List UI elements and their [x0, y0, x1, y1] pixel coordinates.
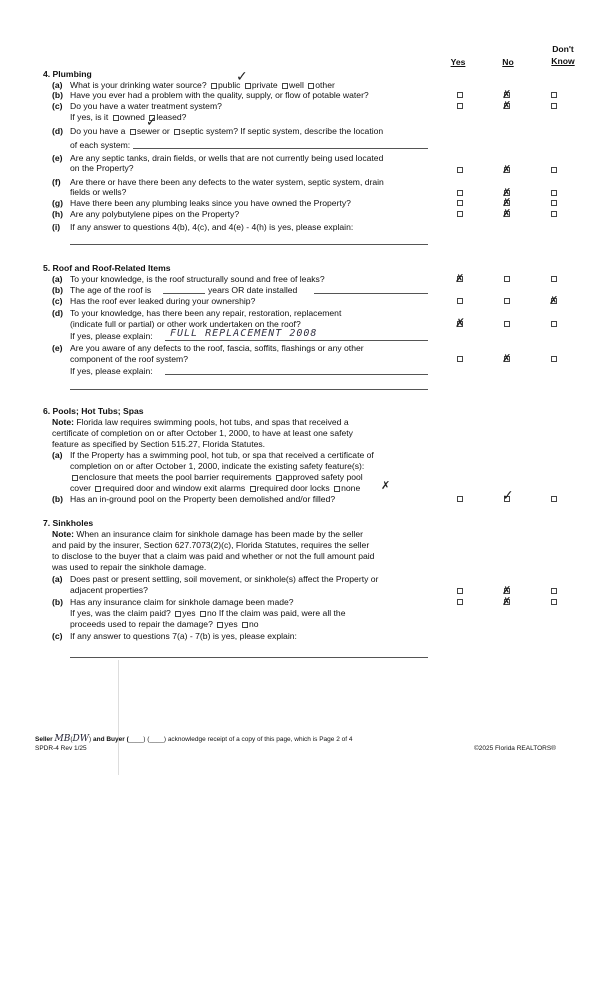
q7b-text: Has any insurance claim for sinkhole damage been made?: [70, 597, 294, 607]
q5c-text: Has the roof ever leaked during your ownership?: [70, 296, 256, 306]
q4d-subtext: of each system:: [70, 140, 131, 150]
q4e-label: (e): [52, 153, 63, 163]
section-7-title: 7. Sinkholes: [43, 518, 94, 528]
q4a-question: What is your drinking water source?: [70, 80, 207, 90]
q4g-no-mark: ✗: [502, 196, 512, 209]
q4e-yes-checkbox[interactable]: [457, 167, 463, 173]
q5b-text: The age of the roof is: [70, 285, 152, 295]
none-mark: ✗: [381, 479, 391, 492]
well-checkbox[interactable]: [282, 83, 288, 89]
yes-header: Yes: [450, 57, 466, 67]
q7a-dk-checkbox[interactable]: [551, 588, 557, 594]
q4f-dk-checkbox[interactable]: [551, 190, 557, 196]
s7-note-1: [52, 529, 363, 539]
q6b-label: (b): [52, 494, 63, 504]
q6a-options-2: [70, 483, 360, 493]
q4f-text: Are there or have there been any defects to the water system, septic system, drain: [70, 177, 384, 187]
q5a-dk-checkbox[interactable]: [551, 276, 557, 282]
q5a-text: To your knowledge, is the roof structurally sound and free of leaks?: [70, 274, 325, 284]
cover-text: cover: [70, 483, 92, 493]
q7b-dk-checkbox[interactable]: [551, 599, 557, 605]
q5e-text-2: component of the roof system?: [70, 354, 188, 364]
proceeds-yes-label: yes: [224, 619, 238, 629]
none-checkbox[interactable]: [334, 486, 340, 492]
q4f-no-mark: ✗: [502, 186, 512, 199]
private-label: private: [251, 80, 278, 90]
q4g-text: Have there been any plumbing leaks since you have owned the Property?: [70, 198, 351, 208]
q7a-no-mark: ✗: [502, 584, 512, 597]
q4c-label: (c): [52, 101, 63, 111]
s6-note-label: Note:: [52, 417, 74, 427]
q6b-no-mark: ✓: [502, 488, 514, 504]
q5d-text-3: If yes, please explain:: [70, 331, 153, 341]
q5d-handwritten-answer: FULL REPLACEMENT 2008: [170, 328, 318, 339]
q4b-text: Have you ever had a problem with the quality, supply, or flow of potable water?: [70, 90, 369, 100]
s6-note-3: feature as specified by Section 515.27, Florida Statutes.: [52, 439, 266, 449]
no-header: No: [502, 57, 514, 67]
q5d-answer-line[interactable]: [165, 340, 428, 341]
q5d-dk-checkbox[interactable]: [551, 321, 557, 327]
q7c-answer-line[interactable]: [70, 657, 428, 658]
q7a-text: Does past or present settling, soil movement, or sinkhole(s) affect the Property or: [70, 574, 379, 584]
q5e-label: (e): [52, 343, 63, 353]
s6-note-2: certificate of completion on or after October 1, 2000, to have at least one safety: [52, 428, 353, 438]
and-buyer-label: and Buyer (: [93, 736, 129, 743]
enclosure-label: enclosure that meets the pool barrier requirements: [79, 472, 272, 482]
leased-label: leased?: [156, 112, 187, 122]
section-6-title: 6. Pools; Hot Tubs; Spas: [43, 406, 144, 416]
q4c-sub-question: If yes, is it: [70, 112, 109, 122]
q5d-label: (d): [52, 308, 63, 318]
q4h-no-mark: ✗: [502, 207, 512, 220]
q5a-label: (a): [52, 274, 63, 284]
q4d-answer-line[interactable]: [133, 148, 428, 149]
exit-alarms-label: required door and window exit alarms: [102, 483, 246, 493]
public-label: public: [218, 80, 241, 90]
q4b-yes-checkbox[interactable]: [457, 92, 463, 98]
q7a-yes-checkbox[interactable]: [457, 588, 463, 594]
q5b-text-2: years OR date installed: [208, 285, 298, 295]
q4h-yes-checkbox[interactable]: [457, 211, 463, 217]
q4c-dk-checkbox[interactable]: [551, 103, 557, 109]
q5c-yes-checkbox[interactable]: [457, 298, 463, 304]
q4i-answer-line[interactable]: [70, 244, 428, 245]
public-checkmark: ✓: [236, 69, 248, 85]
q5e-answer-line-2[interactable]: [70, 389, 428, 390]
claim-paid-no-label: no If the claim was paid, were all the: [206, 608, 346, 618]
q5e-text-3: If yes, please explain:: [70, 366, 153, 376]
claim-paid-no-checkbox[interactable]: [200, 611, 206, 617]
q4g-label: (g): [52, 198, 63, 208]
acknowledgement-line: Seller MB(DW) and Buyer (____) (____) acknowledge receipt of a copy of this page, which is Page 2 of 4: [35, 734, 353, 744]
public-checkbox[interactable]: [211, 83, 217, 89]
q7b-subtext: [70, 608, 345, 618]
door-locks-label: required door locks: [256, 483, 330, 493]
q4c-text: Do you have a water treatment system?: [70, 101, 222, 111]
q4h-text: Are any polybutylene pipes on the Property?: [70, 209, 240, 219]
q6b-dk-checkbox[interactable]: [551, 496, 557, 502]
q7c-label: (c): [52, 631, 63, 641]
q5d-text: To your knowledge, has there been any repair, restoration, replacement: [70, 308, 342, 318]
seller-initials[interactable]: MB: [54, 734, 71, 744]
safety-cover-label: approved safety pool: [282, 472, 363, 482]
q4g-dk-checkbox[interactable]: [551, 200, 557, 206]
q4e-text: Are any septic tanks, drain fields, or wells that are not currently being used located: [70, 153, 384, 163]
q4a-label: (a): [52, 80, 63, 90]
q4e-text-2: on the Property?: [70, 163, 134, 173]
seller-label: Seller: [35, 736, 53, 743]
q5a-no-checkbox[interactable]: [504, 276, 510, 282]
dont-know-header-2: Know: [551, 56, 575, 66]
proceeds-no-checkbox[interactable]: [242, 622, 248, 628]
q6b-yes-checkbox[interactable]: [457, 496, 463, 502]
q5c-dk-mark: ✗: [549, 294, 559, 307]
exit-alarms-checkbox[interactable]: [95, 486, 101, 492]
q5a-yes-mark: ✗: [455, 272, 465, 285]
q5c-label: (c): [52, 296, 63, 306]
q4i-label: (i): [52, 222, 61, 232]
septic-label: septic system? If septic system, describe the location: [181, 126, 384, 136]
q4b-dk-checkbox[interactable]: [551, 92, 557, 98]
q4g-yes-checkbox[interactable]: [457, 200, 463, 206]
door-locks-checkbox[interactable]: [250, 486, 256, 492]
page-fold-line: [118, 660, 119, 775]
claim-paid-question: If yes, was the claim paid?: [70, 608, 171, 618]
sewer-label: sewer or: [136, 126, 170, 136]
q4f-label: (f): [52, 177, 61, 187]
q6a-options-1: [70, 472, 363, 482]
safety-cover-checkbox[interactable]: [276, 475, 282, 481]
copyright: ©2025 Florida REALTORS®: [474, 745, 556, 752]
q4e-dk-checkbox[interactable]: [551, 167, 557, 173]
q6a-text-2: completion on or after October 1, 2000, indicate the existing safety feature(s):: [70, 461, 365, 471]
sewer-checkmark: ✓: [146, 115, 157, 130]
proceeds-question: proceeds used to repair the damage?: [70, 619, 213, 629]
s7-note-2: and paid by the insurer, Section 627.7073(2)(c), Florida Statutes, requires the seller: [52, 540, 370, 550]
s7-note-label: Note:: [52, 529, 74, 539]
q4f-text-2: fields or wells?: [70, 187, 127, 197]
proceeds-no-label: no: [249, 619, 259, 629]
proceeds-yes-checkbox[interactable]: [217, 622, 223, 628]
claim-paid-yes-label: yes: [182, 608, 196, 618]
q4c-yes-checkbox[interactable]: [457, 103, 463, 109]
acknowledgement-text: ) acknowledge receipt of a copy of this page, which is Page 2 of 4: [163, 736, 353, 743]
q5e-yes-checkbox[interactable]: [457, 356, 463, 362]
q4b-no-mark: ✗: [502, 88, 512, 101]
q7b-yes-checkbox[interactable]: [457, 599, 463, 605]
sewer-checkbox[interactable]: [130, 129, 136, 135]
q7b-no-mark: ✗: [502, 595, 512, 608]
dont-know-header-1: Don't: [552, 44, 574, 54]
q5e-no-mark: ✗: [502, 352, 512, 365]
enclosure-checkbox[interactable]: [72, 475, 78, 481]
q4a-text: [70, 80, 335, 90]
q5e-answer-line[interactable]: [165, 374, 428, 375]
q4h-label: (h): [52, 209, 63, 219]
q4d-question: Do you have a: [70, 126, 126, 136]
septic-checkbox[interactable]: [174, 129, 180, 135]
q7c-text: If any answer to questions 7(a) - 7(b) is yes, please explain:: [70, 631, 297, 641]
q7b-subtext-2: [70, 619, 259, 629]
s6-note-text-1: Florida law requires swimming pools, hot tubs, and spas that received a: [76, 417, 349, 427]
q5d-text-2: (indicate full or partial) or other work undertaken on the roof?: [70, 319, 301, 329]
q7a-text-2: adjacent properties?: [70, 585, 148, 595]
owned-checkbox[interactable]: [113, 115, 119, 121]
q5b-label: (b): [52, 285, 63, 295]
q5d-no-checkbox[interactable]: [504, 321, 510, 327]
q4h-dk-checkbox[interactable]: [551, 211, 557, 217]
q4b-label: (b): [52, 90, 63, 100]
q4d-text: [70, 126, 383, 136]
q4f-yes-checkbox[interactable]: [457, 190, 463, 196]
q4d-label: (d): [52, 126, 63, 136]
s7-note-3: to disclose to the buyer that a claim was paid and whether or not the full amount paid: [52, 551, 375, 561]
s7-note-text-1: When an insurance claim for sinkhole damage has been made by the seller: [76, 529, 363, 539]
roof-date-line[interactable]: [314, 293, 428, 294]
q6a-text: If the Property has a swimming pool, hot tub, or spa that received a certificate of: [70, 450, 374, 460]
q4i-text: If any answer to questions 4(b), 4(c), and 4(e) - 4(h) is yes, please explain:: [70, 222, 354, 232]
q7a-label: (a): [52, 574, 63, 584]
buyer-separator: ) (: [143, 736, 150, 743]
q5d-yes-mark: ✗: [455, 316, 466, 330]
claim-paid-yes-checkbox[interactable]: [175, 611, 181, 617]
roof-age-line[interactable]: [163, 293, 205, 294]
well-label: well: [289, 80, 304, 90]
section-4-title: 4. Plumbing: [43, 69, 92, 79]
q6b-text: Has an in-ground pool on the Property been demolished and/or filled?: [70, 494, 336, 504]
q4c-no-mark: ✗: [502, 99, 512, 112]
form-number: SPDR-4 Rev 1/25: [35, 745, 87, 752]
q4c-subtext: [70, 112, 186, 122]
s6-note-1: [52, 417, 349, 427]
q5c-no-checkbox[interactable]: [504, 298, 510, 304]
s7-note-4: was used to repair the sinkhole damage.: [52, 562, 207, 572]
q5e-text: Are you aware of any defects to the roof, fascia, soffits, flashings or any other: [70, 343, 364, 353]
q6a-label: (a): [52, 450, 63, 460]
seller-initials-2[interactable]: DW: [72, 734, 90, 744]
owned-label: owned: [119, 112, 145, 122]
section-5-title: 5. Roof and Roof-Related Items: [43, 263, 171, 273]
none-label: none: [341, 483, 361, 493]
q5e-dk-checkbox[interactable]: [551, 356, 557, 362]
other-label: other: [315, 80, 335, 90]
q7b-label: (b): [52, 597, 63, 607]
other-checkbox[interactable]: [308, 83, 314, 89]
q4e-no-mark: ✗: [502, 163, 512, 176]
